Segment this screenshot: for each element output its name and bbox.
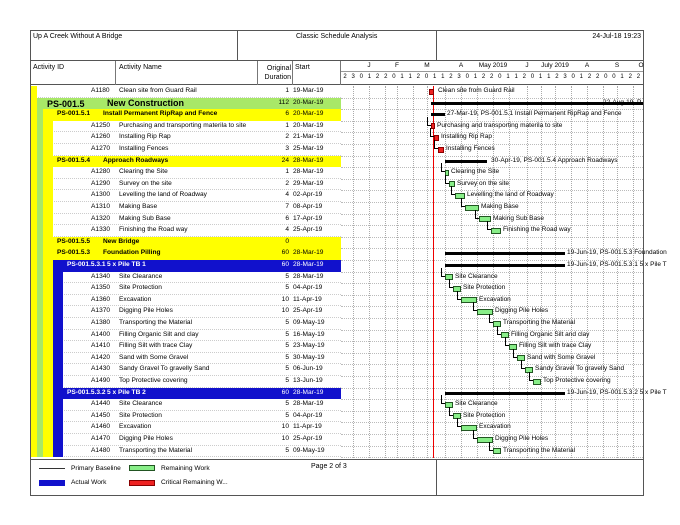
timeline-day: 0 — [530, 74, 535, 80]
timeline-month: S — [614, 62, 620, 69]
start-date: 20-Mar-19 — [293, 98, 324, 106]
activity-name: Purchasing and transporting materila to site — [119, 121, 247, 129]
activity-name: Digging Pile Holes — [119, 435, 173, 442]
activity-name: Clean site from Guard Rail — [119, 87, 197, 94]
gantt-bar-label: Purchasing and transporting materila to site — [437, 121, 563, 129]
report-title: Classic Schedule Analysis — [296, 33, 378, 40]
start-date: 04-Apr-19 — [293, 411, 323, 419]
activity-row[interactable] — [31, 446, 341, 458]
gantt-bar-label: 19-Jun-19, PS-001.5.3.1 5 x Pile T — [567, 261, 667, 268]
activity-row[interactable] — [31, 121, 341, 133]
activity-row[interactable] — [31, 434, 341, 446]
activity-name: Transporting the Material — [119, 446, 193, 454]
col-original-duration[interactable]: Original Duration — [264, 65, 291, 81]
activity-id: PS-001.5.5 — [57, 237, 90, 245]
timeline-day: 1 — [400, 74, 404, 80]
start-date: 16-May-19 — [293, 330, 325, 338]
activity-id: A1270 — [91, 145, 111, 152]
timeline-day: 2 — [449, 74, 453, 80]
activity-id: A1450 — [91, 411, 111, 419]
gantt-bar-label: Site Protection — [463, 411, 506, 419]
gantt-bar-label: Excavation — [479, 423, 511, 431]
activity-row[interactable] — [31, 214, 341, 226]
timeline-day: 2 — [343, 74, 347, 80]
gantt-bar-label: Digging Pile Holes — [495, 307, 549, 315]
activity-id: A1400 — [91, 330, 111, 338]
start-date: 25-Mar-19 — [293, 145, 324, 152]
timeline-day: 2 — [481, 74, 486, 80]
activity-name: Filling Organic Silt and clay — [119, 330, 199, 338]
timeline-day: 1 — [367, 74, 372, 80]
start-date: 09-May-19 — [293, 319, 325, 326]
activity-id: A1320 — [91, 214, 111, 222]
legend-actual-work: Actual Work — [71, 479, 107, 486]
original-duration: 5 — [285, 411, 289, 419]
original-duration: 4 — [285, 191, 289, 199]
activity-name: Levelling the land of Roadway — [119, 191, 207, 199]
activity-name: Making Base — [119, 203, 158, 210]
gantt-bar-label: Filling Organic Silt and clay — [511, 330, 590, 338]
gantt-bar-label: Site Clearance — [455, 272, 498, 280]
start-date: 25-Apr-19 — [293, 307, 323, 315]
col-start[interactable]: Start — [295, 64, 310, 71]
start-date: 28-Mar-19 — [293, 249, 324, 257]
gantt-bar-label: Top Protective covering — [543, 377, 611, 384]
summary-bar[interactable] — [431, 113, 445, 116]
timeline-day: 0 — [498, 74, 502, 80]
activity-row[interactable] — [31, 202, 341, 214]
activity-name: Installing Rip Rap — [119, 133, 171, 141]
gantt-bar-label: Survey on the site — [457, 179, 510, 187]
timeline-day: 2 — [636, 74, 641, 80]
activity-row[interactable] — [31, 283, 341, 295]
activity-row[interactable] — [31, 411, 341, 423]
gantt-bar-label: Sandy Gravel To gravelly Sand — [535, 365, 625, 373]
start-date: 08-Apr-19 — [293, 203, 323, 210]
timeline-day: 0 — [604, 74, 608, 80]
activity-row[interactable] — [31, 190, 341, 202]
activity-row[interactable] — [31, 272, 341, 284]
timeline-day: 2 — [522, 74, 526, 80]
activity-name: Making Sub Base — [119, 214, 171, 222]
gantt-bar-label: Clearing the Site — [451, 168, 500, 176]
timeline-months — [341, 61, 643, 71]
timeline-day: 0 — [465, 74, 469, 80]
activity-name: Excavation — [119, 295, 152, 303]
start-date: 17-Apr-19 — [293, 214, 323, 222]
timeline-month: M — [424, 62, 430, 69]
original-duration: 2 — [285, 133, 289, 141]
wbs-row[interactable] — [31, 237, 341, 249]
activity-row[interactable] — [31, 376, 341, 388]
wbs-row[interactable] — [31, 98, 341, 110]
start-date: 28-Mar-19 — [293, 400, 324, 408]
original-duration: 1 — [285, 121, 289, 129]
activity-name: Transporting the Material — [119, 319, 193, 326]
activity-name: Site Protection — [119, 284, 162, 292]
start-date: 20-Mar-19 — [293, 121, 324, 129]
activity-name: Clearing the Site — [119, 168, 168, 176]
original-duration: 0 — [285, 237, 289, 245]
timeline-month: A — [584, 62, 590, 69]
legend-critical-remaining: Critical Remaining W... — [161, 479, 228, 486]
activity-name: Survey on the site — [119, 179, 172, 187]
start-date: 09-May-19 — [293, 446, 325, 454]
original-duration: 5 — [285, 284, 289, 292]
gantt-bar-label: Digging Pile Holes — [495, 435, 549, 442]
original-duration: 5 — [285, 365, 289, 373]
activity-name: Filling Silt with trace Clay — [119, 342, 193, 350]
gantt-bar-label: Making Base — [481, 203, 519, 210]
summary-bar[interactable] — [445, 264, 565, 267]
original-duration: 6 — [285, 110, 289, 118]
original-duration: 5 — [285, 319, 289, 326]
activity-id: A1430 — [91, 365, 111, 373]
timeline-day: 1 — [432, 74, 437, 80]
activity-row[interactable] — [31, 132, 341, 144]
legend-baseline-swatch — [39, 468, 65, 469]
timeline-day: 0 — [392, 74, 396, 80]
report-title-bar — [31, 31, 643, 61]
critical-bar[interactable] — [438, 147, 444, 153]
timeline-day: 0 — [571, 74, 575, 80]
timeline-day: 3 — [457, 74, 461, 80]
gantt-bar-label: 27-Mar-19, PS-001.5.1 Install Permanent RipRap and Fence — [447, 110, 622, 118]
remaining-bar[interactable] — [493, 448, 501, 454]
start-date: 19-Mar-19 — [293, 87, 324, 94]
timeline-day: 2 — [555, 74, 559, 80]
start-date: 06-Jun-19 — [293, 365, 323, 373]
original-duration: 1 — [285, 168, 289, 176]
timeline-days — [341, 72, 643, 84]
legend-actual-swatch — [39, 480, 65, 486]
activity-id: A1420 — [91, 353, 111, 361]
report-date: 24-Jul-18 19:23 — [592, 33, 641, 40]
timeline-day: 1 — [506, 74, 510, 80]
activity-id: A1330 — [91, 226, 111, 234]
activity-id: A1360 — [91, 295, 111, 303]
activity-id: A1290 — [91, 179, 111, 187]
activity-row[interactable] — [31, 364, 341, 376]
activity-name: Installing Fences — [119, 145, 169, 152]
timeline-day: 2 — [490, 74, 494, 80]
original-duration: 5 — [285, 330, 289, 338]
legend-remaining-swatch — [129, 465, 155, 471]
activity-name: Excavation — [119, 423, 152, 431]
col-activity-name[interactable]: Activity Name — [119, 64, 162, 71]
gantt-bar-label: 19-Jun-19, PS-001.5.3 Foundation — [567, 249, 667, 257]
timeline-day: 1 — [620, 74, 624, 80]
col-activity-id[interactable]: Activity ID — [33, 64, 65, 71]
start-date: 23-May-19 — [293, 342, 325, 350]
timeline-day: 0 — [612, 74, 616, 80]
timeline-month: J — [367, 62, 371, 69]
schedule-report — [30, 30, 667, 496]
original-duration: 7 — [285, 203, 289, 210]
timeline-month: A — [458, 62, 464, 69]
page-number: Page 2 of 3 — [311, 463, 347, 470]
timeline-day: 2 — [375, 74, 380, 80]
gantt-bar-label: Levelling the land of Roadway — [467, 191, 554, 199]
original-duration: 5 — [285, 446, 289, 454]
timeline-day: 1 — [473, 74, 478, 80]
start-date: 28-Mar-19 — [293, 272, 324, 280]
original-duration: 3 — [285, 145, 289, 152]
activity-name: Approach Roadways — [103, 156, 169, 164]
start-date: 25-Apr-19 — [293, 435, 323, 442]
start-date: 20-Mar-19 — [293, 110, 324, 118]
original-duration: 60 — [281, 261, 289, 268]
activity-name: Site Clearance — [119, 400, 163, 408]
timeline-month: O — [638, 62, 644, 69]
activity-id: PS-001.5.3.2 — [67, 388, 106, 396]
activity-row[interactable] — [31, 225, 341, 237]
activity-name: Foundation Pilling — [103, 249, 161, 257]
timeline-day: 2 — [384, 74, 388, 80]
timeline-month: J — [525, 62, 529, 69]
legend-primary-baseline: Primary Baseline — [71, 465, 121, 472]
activity-row[interactable] — [31, 399, 341, 411]
timeline-month: July 2019 — [541, 62, 569, 69]
gantt-bar-label: Installing Rip Rap — [441, 133, 492, 141]
start-date: 11-Apr-19 — [293, 423, 322, 431]
activity-id: A1180 — [91, 87, 110, 94]
activity-id: A1440 — [91, 400, 111, 408]
original-duration: 10 — [281, 423, 289, 431]
start-date: 28-Mar-19 — [293, 168, 324, 176]
start-date: 21-Mar-19 — [293, 133, 324, 141]
timeline-day: 2 — [628, 74, 632, 80]
activity-name: 5 x Pile TB 1 — [107, 261, 146, 268]
gantt-chart — [341, 86, 667, 458]
timeline-day: 0 — [359, 74, 363, 80]
start-date: 28-Mar-19 — [293, 156, 324, 164]
activity-row[interactable] — [31, 422, 341, 434]
timeline-day: 1 — [538, 74, 543, 80]
activity-id: A1340 — [91, 272, 111, 280]
report-footer — [31, 459, 643, 495]
original-duration: 10 — [281, 295, 289, 303]
activity-id: PS-001.5.4 — [57, 156, 90, 164]
activity-row[interactable] — [31, 167, 341, 179]
start-date: 04-Apr-19 — [293, 284, 323, 292]
original-duration: 60 — [281, 249, 289, 257]
timeline-day: 1 — [547, 74, 551, 80]
project-title: Up A Creek Without A Bridge — [33, 33, 123, 40]
legend-critical-swatch — [129, 480, 155, 486]
timeline-day: 1 — [514, 74, 518, 80]
summary-bar[interactable] — [445, 252, 565, 255]
gantt-bar-label: Making Sub Base — [493, 214, 544, 222]
gantt-bar-label: Site Clearance — [455, 400, 498, 408]
legend-remaining-work: Remaining Work — [161, 465, 210, 472]
activity-row[interactable] — [31, 179, 341, 191]
gantt-bar-label: Transporting the Material — [503, 446, 576, 454]
activity-id: A1410 — [91, 342, 111, 350]
activity-name: Site Protection — [119, 411, 162, 419]
activity-row[interactable] — [31, 330, 341, 342]
activity-name: New Bridge — [103, 237, 140, 245]
remaining-bar[interactable] — [533, 379, 541, 385]
activity-name: Install Permanent RipRap and Fence — [103, 110, 218, 118]
start-date: 30-May-19 — [293, 353, 325, 361]
start-date: 28-Mar-19 — [293, 388, 324, 396]
gantt-bar-label: Installing Fences — [446, 145, 495, 152]
activity-name: Site Clearance — [119, 272, 163, 280]
original-duration: 5 — [285, 272, 289, 280]
start-date: 11-Apr-19 — [293, 295, 322, 303]
activity-id: A1380 — [91, 319, 111, 326]
gantt-bar-label: Filling Silt with trace Clay — [519, 342, 592, 350]
original-duration: 4 — [285, 226, 289, 234]
activity-row[interactable] — [31, 86, 341, 98]
original-duration: 10 — [281, 435, 289, 442]
activity-id: A1310 — [91, 203, 111, 210]
wbs-row[interactable] — [31, 109, 341, 121]
activity-id: A1260 — [91, 133, 111, 141]
activity-id: A1280 — [91, 168, 111, 176]
start-date: 13-Jun-19 — [293, 377, 323, 384]
original-duration: 1 — [285, 87, 289, 94]
original-duration: 5 — [285, 342, 289, 350]
timeline-day: 3 — [351, 74, 355, 80]
summary-bar[interactable] — [445, 392, 565, 395]
activity-id: PS-001.5.1 — [57, 110, 90, 118]
activity-row[interactable] — [31, 306, 341, 318]
activity-name: Finishing the Road way — [119, 226, 188, 234]
activity-row[interactable] — [31, 341, 341, 353]
gantt-bar-label: 30-Apr-19, PS-001.5.4 Approach Roadways — [491, 156, 618, 164]
summary-bar[interactable] — [445, 160, 487, 163]
activity-name: 5 x Pile TB 2 — [107, 388, 146, 396]
original-duration: 5 — [285, 377, 289, 384]
timeline-day: 2 — [595, 74, 600, 80]
activity-id: A1480 — [91, 446, 111, 454]
original-duration: 112 — [278, 98, 289, 106]
activity-id: A1370 — [91, 307, 111, 315]
activity-id: PS-001.5.3.1 — [67, 261, 106, 268]
original-duration: 2 — [285, 179, 289, 187]
original-duration: 60 — [281, 388, 289, 396]
start-date: 02-Apr-19 — [293, 191, 323, 199]
activity-id: A1460 — [91, 423, 111, 431]
activity-row[interactable] — [31, 353, 341, 365]
gantt-bar-label: Transporting the Material — [503, 319, 576, 326]
gantt-bar-label: 22-Aug-19, P — [603, 98, 642, 106]
activity-name: Top Protective covering — [119, 377, 188, 384]
original-duration: 5 — [285, 400, 289, 408]
timeline-day: 3 — [563, 74, 567, 80]
activity-row[interactable] — [31, 318, 341, 330]
original-duration: 24 — [281, 156, 289, 164]
start-date: 29-Mar-19 — [293, 179, 324, 187]
gantt-bar-label: Clean site from Guard Rail — [438, 87, 515, 94]
timeline-month: F — [395, 62, 399, 69]
activity-name: New Construction — [107, 97, 185, 108]
original-duration: 5 — [285, 353, 289, 361]
timeline-day: 1 — [579, 74, 584, 80]
original-duration: 6 — [285, 214, 289, 222]
timeline-month: May 2019 — [478, 62, 508, 69]
wbs-row[interactable] — [31, 388, 341, 400]
activity-name: Sand with Some Gravel — [119, 353, 189, 361]
activity-id: A1490 — [91, 377, 111, 384]
remaining-bar[interactable] — [491, 228, 501, 234]
gantt-bar-label: Finishing the Road way — [503, 226, 571, 234]
gantt-bar-label: Site Protection — [463, 284, 506, 292]
gantt-bar-label: Excavation — [479, 295, 511, 303]
gantt-bar-label: Sand with Some Gravel — [527, 353, 596, 361]
timeline-day: 1 — [408, 74, 412, 80]
activity-row[interactable] — [31, 144, 341, 156]
start-date: 25-Apr-19 — [293, 226, 323, 234]
gantt-bar-label: 19-Jun-19, PS-001.5.3.2 5 x Pile T — [567, 388, 667, 396]
timeline-day: 1 — [441, 74, 445, 80]
start-date: 28-Mar-19 — [293, 261, 324, 268]
activity-row[interactable] — [31, 295, 341, 307]
activity-name: Sandy Gravel To gravelly Sand — [119, 365, 210, 373]
wbs-row[interactable] — [31, 260, 341, 272]
timeline-day: 2 — [416, 74, 421, 80]
activity-id: A1350 — [91, 284, 111, 292]
critical-bar[interactable] — [429, 89, 434, 95]
activity-id: PS-001.5 — [47, 98, 85, 109]
activity-id: A1250 — [91, 121, 111, 129]
wbs-row[interactable] — [31, 156, 341, 168]
original-duration: 10 — [281, 307, 289, 315]
activity-id: A1470 — [91, 435, 111, 442]
activity-id: PS-001.5.3 — [57, 249, 90, 257]
activity-name: Digging Pile Holes — [119, 307, 173, 315]
activity-id: A1300 — [91, 191, 111, 199]
timeline-day: 0 — [424, 74, 429, 80]
timeline-day: 2 — [587, 74, 592, 80]
wbs-row[interactable] — [31, 248, 341, 260]
